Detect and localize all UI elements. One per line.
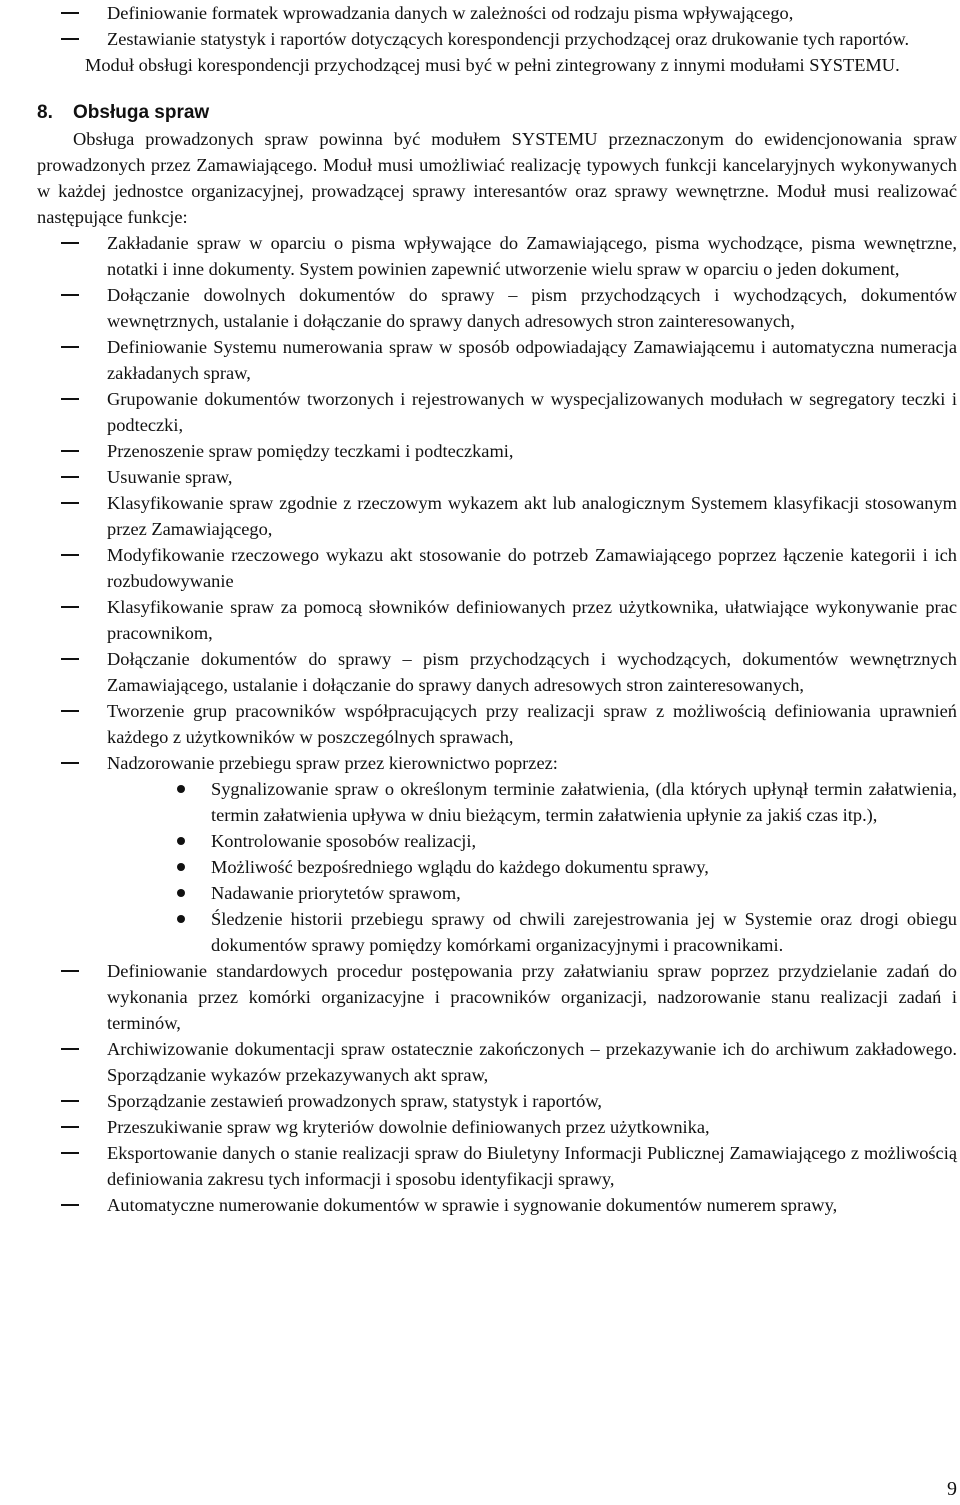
list-item: Zestawianie statystyk i raportów dotyczących korespondencji przychodzącej oraz drukowanie tych raportów. [37,26,957,52]
list-item: Zakładanie spraw w oparciu o pisma wpływające do Zamawiającego, pisma wychodzące, pisma wewnętrzne, notatki i inne dokumenty. System powinien zapewnić utworzenie wielu spraw w oparciu o jeden dokument, [37,230,957,282]
bullet-dot-icon [177,785,185,793]
dash-bullet-icon [61,38,79,40]
list-item: Definiowanie Systemu numerowania spraw w sposób odpowiadający Zamawiającemu i automatyczna numeracja zakładanych spraw, [37,334,957,386]
list-item: Nadzorowanie przebiegu spraw przez kierownictwo poprzez: [37,750,957,776]
dash-bullet-icon [61,1100,79,1102]
dash-bullet-icon [61,450,79,452]
sub-list-item: Kontrolowanie sposobów realizacji, [37,828,957,854]
list-item: Sporządzanie zestawień prowadzonych spraw, statystyk i raportów, [37,1088,957,1114]
document-page [37,0,957,1218]
dash-bullet-icon [61,1204,79,1206]
dash-bullet-icon [61,1152,79,1154]
dash-bullet-icon [61,1048,79,1050]
list-item: Klasyfikowanie spraw za pomocą słowników definiowanych przez użytkownika, ułatwiające wykonywanie prac pracownikom, [37,594,957,646]
dash-bullet-icon [61,346,79,348]
list-item: Definiowanie formatek wprowadzania danych w zależności od rodzaju pisma wpływającego, [37,0,957,26]
list-item: Grupowanie dokumentów tworzonych i rejestrowanych w wyspecjalizowanych modułach w segregatory teczki i podteczki, [37,386,957,438]
module-note: Moduł obsługi korespondencji przychodzącej musi być w pełni zintegrowany z innymi modułami SYSTEMU. [85,55,900,75]
list-item: Klasyfikowanie spraw zgodnie z rzeczowym wykazem akt lub analogicznym Systemem klasyfikacji stosowanym przez Zamawiającego, [37,490,957,542]
dash-bullet-icon [61,1126,79,1128]
section-heading [37,100,957,126]
list-item: Archiwizowanie dokumentacji spraw ostatecznie zakończonych – przekazywanie ich do archiwum zakładowego. Sporządzanie wykazów przekazywanych akt spraw, [37,1036,957,1088]
list-item: Modyfikowanie rzeczowego wykazu akt stosowanie do potrzeb Zamawiającego poprzez łączenie kategorii i ich rozbudowywanie [37,542,957,594]
section-intro: Obsługa prowadzonych spraw powinna być modułem SYSTEMU przeznaczonym do ewidencjonowania spraw prowadzonych przez Zamawiającego. Moduł musi umożliwiać realizację typowych funkcji kancelaryjnych wykonywanych w każdej jednostce organizacyjnej, prowadzącej sprawy interesantów oraz sprawy wewnętrzne. Moduł musi realizować następujące funkcje: [37,129,957,227]
sub-list-item: Nadawanie priorytetów sprawom, [37,880,957,906]
bullet-dot-icon [177,863,185,871]
dash-bullet-icon [61,762,79,764]
list-item: Tworzenie grup pracowników współpracujących przy realizacji spraw z możliwością definiowania uprawnień każdego z użytkowników w poszczególnych sprawach, [37,698,957,750]
dash-bullet-icon [61,242,79,244]
bullet-dot-icon [177,915,185,923]
dash-bullet-icon [61,658,79,660]
bullet-dot-icon [177,889,185,897]
sub-list-item: Możliwość bezpośredniego wglądu do każdego dokumentu sprawy, [37,854,957,880]
dash-bullet-icon [61,710,79,712]
list-item: Dołączanie dokumentów do sprawy – pism przychodzących i wychodzących, dokumentów wewnętrznych Zamawiającego, ustalanie i dołączanie do sprawy danych adresowych stron zainteresowanych, [37,646,957,698]
list-item: Usuwanie spraw, [37,464,957,490]
dash-bullet-icon [61,12,79,14]
dash-bullet-icon [61,398,79,400]
sub-list-item: Sygnalizowanie spraw o określonym terminie załatwienia, (dla których upłynął termin załatwienia, termin załatwienia upływa w dniu bieżącym, termin załatwienia upłynie za jakiś czas itp.), [37,776,957,828]
list-item: Definiowanie standardowych procedur postępowania przy załatwianiu spraw poprzez przydzielanie zadań do wykonania przez komórki organizacyjne i pracowników organizacji, nadzorowanie stanu realizacji zadań i terminów, [37,958,957,1036]
list-item: Eksportowanie danych o stanie realizacji spraw do Biuletyny Informacji Publicznej Zamawiającego z możliwością definiowania zakresu tych informacji i sposobu identyfikacji sprawy, [37,1140,957,1192]
page-number: 9 [947,1478,957,1500]
dash-bullet-icon [61,476,79,478]
section-title: Obsługa spraw [73,102,210,123]
dash-bullet-icon [61,502,79,504]
dash-bullet-icon [61,970,79,972]
bullet-dot-icon [177,837,185,845]
dash-bullet-icon [61,294,79,296]
list-item: Automatyczne numerowanie dokumentów w sprawie i sygnowanie dokumentów numerem sprawy, [37,1192,957,1218]
dash-bullet-icon [61,554,79,556]
list-item: Przenoszenie spraw pomiędzy teczkami i podteczkami, [37,438,957,464]
section-number: 8. [37,102,53,123]
list-item: Dołączanie dowolnych dokumentów do sprawy – pism przychodzących i wychodzących, dokumentów wewnętrznych, ustalanie i dołączanie do sprawy danych adresowych stron zainteresowanych, [37,282,957,334]
dash-bullet-icon [61,606,79,608]
sub-list-item: Śledzenie historii przebiegu sprawy od chwili zarejestrowania jej w Systemie oraz drogi obiegu dokumentów sprawy pomiędzy komórkami organizacyjnymi i pracownikami. [37,906,957,958]
list-item: Przeszukiwanie spraw wg kryteriów dowolnie definiowanych przez użytkownika, [37,1114,957,1140]
